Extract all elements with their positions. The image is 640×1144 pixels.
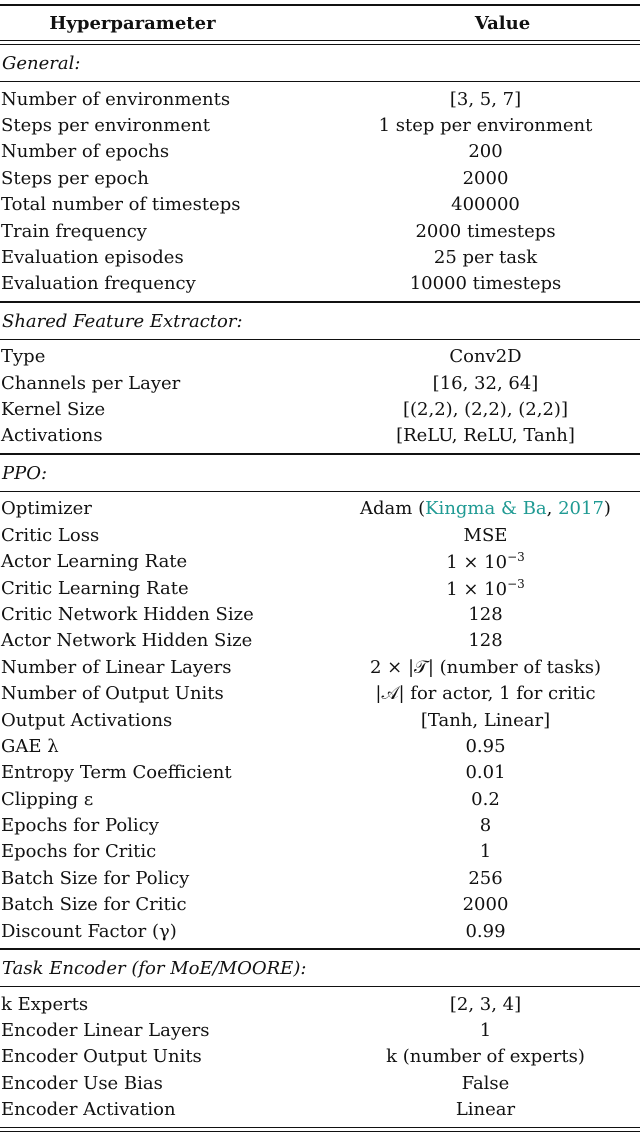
param-name: Clipping ε: [1, 788, 94, 810]
param-value: 0.99: [465, 920, 506, 942]
param-value: [331, 577, 640, 600]
param-name: k Experts: [1, 993, 89, 1015]
param-name: Evaluation frequency: [1, 273, 196, 295]
table-row: [0, 548, 640, 574]
param-name: Type: [1, 346, 46, 368]
exponent: −3: [507, 576, 525, 591]
param-name: GAE λ: [1, 735, 59, 757]
table-row: [0, 112, 640, 138]
param-value: 0.01: [465, 762, 506, 784]
param-name: Critic Network Hidden Size: [1, 603, 254, 625]
table-row: [0, 1044, 640, 1070]
param-name: Encoder Activation: [1, 1099, 176, 1121]
section-task-encoder: [0, 987, 640, 1127]
table-row: [0, 86, 640, 112]
value-text: 1 × 10: [446, 552, 508, 574]
section-title-ppo: PPO:: [0, 455, 640, 492]
table-row: [0, 1017, 640, 1043]
section-title-feature-extractor: Shared Feature Extractor:: [0, 303, 640, 340]
exponent: −3: [507, 550, 525, 565]
table-row: [0, 496, 640, 522]
param-name: Train frequency: [1, 220, 147, 242]
table-row: [0, 165, 640, 191]
param-name: Encoder Output Units: [1, 1046, 202, 1068]
param-value: [(2,2), (2,2), (2,2)]: [403, 399, 568, 421]
param-value: 8: [479, 815, 492, 837]
table-row: [0, 812, 640, 838]
param-name: Encoder Use Bias: [1, 1072, 163, 1094]
param-name: Kernel Size: [1, 399, 106, 421]
table-row: [0, 865, 640, 891]
param-value: False: [461, 1072, 510, 1094]
table-row: [0, 892, 640, 918]
param-name: Discount Factor (γ): [1, 920, 177, 942]
param-name: Actor Learning Rate: [1, 551, 188, 573]
section-ppo: [0, 492, 640, 949]
param-name: Evaluation episodes: [1, 247, 184, 269]
param-name: Actor Network Hidden Size: [1, 630, 253, 652]
table-row: [0, 628, 640, 654]
param-name: Critic Loss: [1, 524, 100, 546]
citation-year-link[interactable]: 2017: [558, 498, 604, 520]
param-name: Number of epochs: [1, 141, 170, 163]
table-row: [0, 1070, 640, 1096]
table-row: [0, 139, 640, 165]
param-name: Steps per epoch: [1, 167, 149, 189]
value-text: ): [603, 498, 611, 520]
param-name: Entropy Term Coefficient: [1, 762, 232, 784]
param-value: 25 per task: [433, 247, 538, 269]
param-value: 400000: [451, 194, 520, 216]
header-value: Value: [474, 12, 531, 34]
param-value: 128: [468, 603, 503, 625]
section-general: [0, 82, 640, 301]
param-value: [Tanh, Linear]: [420, 709, 551, 731]
param-value: 1: [479, 841, 492, 863]
param-value: 2000 timesteps: [415, 220, 556, 242]
table-row: [0, 344, 640, 370]
param-value: 1 step per environment: [378, 115, 593, 137]
param-name: Number of Linear Layers: [1, 656, 232, 678]
param-value: [2, 3, 4]: [449, 993, 522, 1015]
param-value: 2000: [462, 167, 509, 189]
value-text: Adam (: [360, 498, 426, 520]
param-value: k (number of experts): [386, 1046, 585, 1068]
param-value: |𝒜| for actor, 1 for critic: [375, 683, 596, 705]
table-row: [0, 991, 640, 1017]
param-name: Number of environments: [1, 88, 231, 110]
param-value: 2 × |𝒯| (number of tasks): [370, 656, 601, 678]
param-value: 256: [468, 867, 503, 889]
param-value: 1: [479, 1019, 492, 1041]
param-name: Optimizer: [1, 498, 92, 520]
param-value: 128: [468, 630, 503, 652]
table-row: [0, 601, 640, 627]
param-value: 10000 timesteps: [409, 273, 562, 295]
table-row: [0, 244, 640, 270]
param-value: 2000: [462, 894, 509, 916]
param-value: 200: [468, 141, 503, 163]
bottom-rule: [0, 1127, 640, 1132]
param-value: [331, 498, 640, 519]
table-row: [0, 522, 640, 548]
table-row: [0, 192, 640, 218]
table-row: [0, 271, 640, 297]
param-name: Epochs for Policy: [1, 815, 159, 837]
header-hyperparameter: Hyperparameter: [49, 12, 216, 34]
param-name: Epochs for Critic: [1, 841, 157, 863]
param-value: MSE: [463, 524, 508, 546]
table-row: [0, 839, 640, 865]
table-row: [0, 786, 640, 812]
param-value: Linear: [455, 1099, 516, 1121]
table-row: [0, 370, 640, 396]
param-name: Output Activations: [1, 709, 173, 731]
param-value: Conv2D: [449, 346, 522, 368]
table-row: [0, 760, 640, 786]
param-value: 0.95: [465, 735, 506, 757]
param-value: [16, 32, 64]: [432, 372, 539, 394]
param-name: Channels per Layer: [1, 372, 181, 394]
table-row: [0, 918, 640, 944]
param-name: Encoder Linear Layers: [1, 1019, 210, 1041]
citation-link[interactable]: Kingma & Ba: [425, 498, 547, 520]
param-name: Critic Learning Rate: [1, 577, 189, 599]
table-row: [0, 423, 640, 449]
param-value: [ReLU, ReLU, Tanh]: [396, 425, 575, 447]
value-text: 1 × 10: [446, 578, 508, 600]
value-text: ,: [546, 498, 559, 520]
param-value: [331, 550, 640, 573]
table-row: [0, 707, 640, 733]
hyperparameter-table: [0, 4, 640, 1132]
section-feature-extractor: [0, 340, 640, 454]
param-name: Total number of timesteps: [1, 194, 241, 216]
table-row: [0, 575, 640, 601]
table-header: [0, 6, 640, 40]
param-name: Batch Size for Policy: [1, 867, 190, 889]
section-title-task-encoder: Task Encoder (for MoE/MOORE):: [0, 950, 640, 987]
param-name: Batch Size for Critic: [1, 894, 187, 916]
table-row: [0, 654, 640, 680]
section-title-general: General:: [0, 45, 640, 82]
param-name: Number of Output Units: [1, 683, 224, 705]
param-value: 0.2: [471, 788, 500, 810]
param-name: Activations: [1, 425, 103, 447]
table-row: [0, 218, 640, 244]
table-row: [0, 733, 640, 759]
table-row: [0, 1096, 640, 1122]
param-name: Steps per environment: [1, 115, 210, 137]
table-row: [0, 396, 640, 422]
param-value: [3, 5, 7]: [449, 88, 522, 110]
table-row: [0, 680, 640, 706]
